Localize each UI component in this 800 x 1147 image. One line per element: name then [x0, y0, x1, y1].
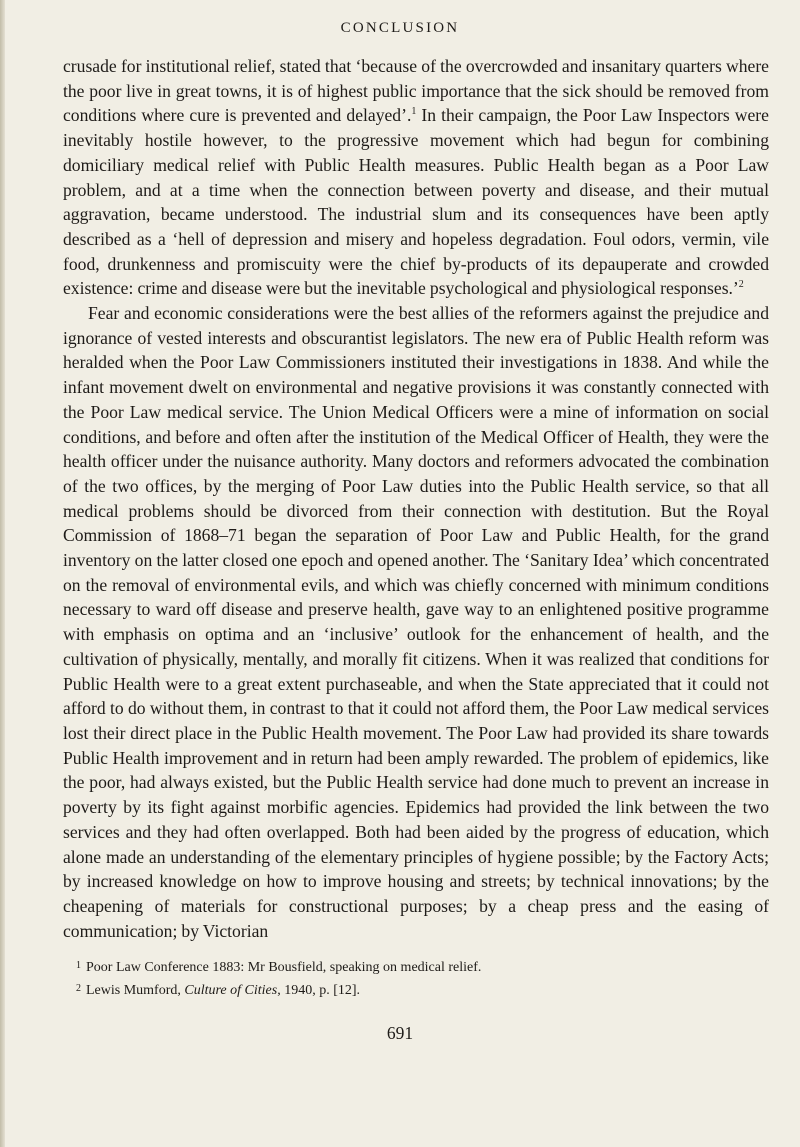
page-edge-shadow — [0, 0, 5, 1147]
footnote-2-author: Lewis Mumford, — [86, 983, 185, 998]
paragraph-1 — [63, 54, 769, 301]
running-head: CONCLUSION — [340, 20, 460, 36]
paragraph-2: Fear and economic considerations were the best allies of the reformers against the prejudice and ignorance of vested interests and obscurantist legislators. The new era of Public Health reform was heralded when the Poor Law Commissioners instituted their investigations in 1838. And while the infant movement dwelt on environmental and negative provisions it was constantly connected with the Poor Law medical service. The Union Medical Officers were a mine of information on social conditions, and before and often after the institution of the Medical Officer of Health, they were the health officer under the nuisance authority. Many doctors and reformers advocated the combination of the two offices, by the merging of Poor Law duties into the Public Health service, so that all medical problems should be divorced from their connection with destitution. But the Royal Commission of 1868–71 began the separation of Poor Law and Public Health, for the grand inventory on the latter closed one epoch and opened another. The ‘Sanitary Idea’ which concentrated on the removal of environmental evils, and which was chiefly concerned with minimum conditions necessary to ward off disease and preserve health, gave way to an enlightened positive programme with emphasis on optima and an ‘inclusive’ outlook for the enhancement of health, and the cultivation of physically, mentally, and morally fit citizens. When it was realized that conditions for Public Health were to a great extent purchaseable, and when the State appreciated that it could not afford to do without them, in contrast to that it could not afford them, the Poor Law medical services lost their direct place in the Public Health movement. The Poor Law had provided its share towards Public Health improvement and in return had been amply rewarded. The problem of epidemics, like the poor, had always existed, but the Public Health service had done much to prevent an increase in poverty by its fight against morbific agencies. Epidemics had provided the link between the two services and they had often overlapped. Both had been aided by the progress of education, which alone made an understanding of the elementary principles of hygiene possible; by the Factory Acts; by increased knowledge on how to improve housing and streets; by technical innovations; by the cheapening of materials for constructional purposes; by a cheap press and the easing of communication; by Victorian — [63, 303, 769, 941]
footnotes — [63, 955, 769, 1001]
footnote-1-mark: 1 — [76, 960, 81, 971]
footnote-2 — [76, 978, 769, 1001]
footnote-1 — [76, 955, 769, 978]
paragraph-1-text-a: crusade for institutional relief, stated that ‘because of the overcrowded and insanitary quarters where the poor live in great towns, it is of highest public importance that the sick should be removed from conditions where cure is prevented and delayed’. — [63, 56, 769, 126]
footnote-2-mark: 2 — [76, 983, 81, 994]
footnote-ref-1[interactable]: 1 — [411, 106, 417, 118]
page-number: 691 — [386, 1023, 414, 1043]
footnote-ref-2[interactable]: 2 — [738, 279, 744, 291]
footnote-1-text: Poor Law Conference 1883: Mr Bousfield, speaking on medical relief. — [86, 960, 482, 975]
footnote-2-details: , 1940, p. [12]. — [277, 983, 361, 998]
paragraph-1-text-b: In their campaign, the Poor Law Inspectors were inevitably hostile however, to the progressive movement which had begun for combining domiciliary medical relief with Public Health measures. Public Health began as a Poor Law problem, and at a time when the connection between poverty and disease, and their mutual aggravation, became understood. The industrial slum and its consequences have been aptly described as a ‘hell of depression and misery and hopeless degradation. Foul odors, vermin, vile food, drunkenness and promiscuity were the chief by-products of its depauperate and crowded existence: crime and disease were but the inevitable psychological and physiological responses.’ — [63, 105, 769, 299]
footnote-2-title: Culture of Cities — [184, 983, 278, 998]
main-text — [63, 54, 769, 943]
